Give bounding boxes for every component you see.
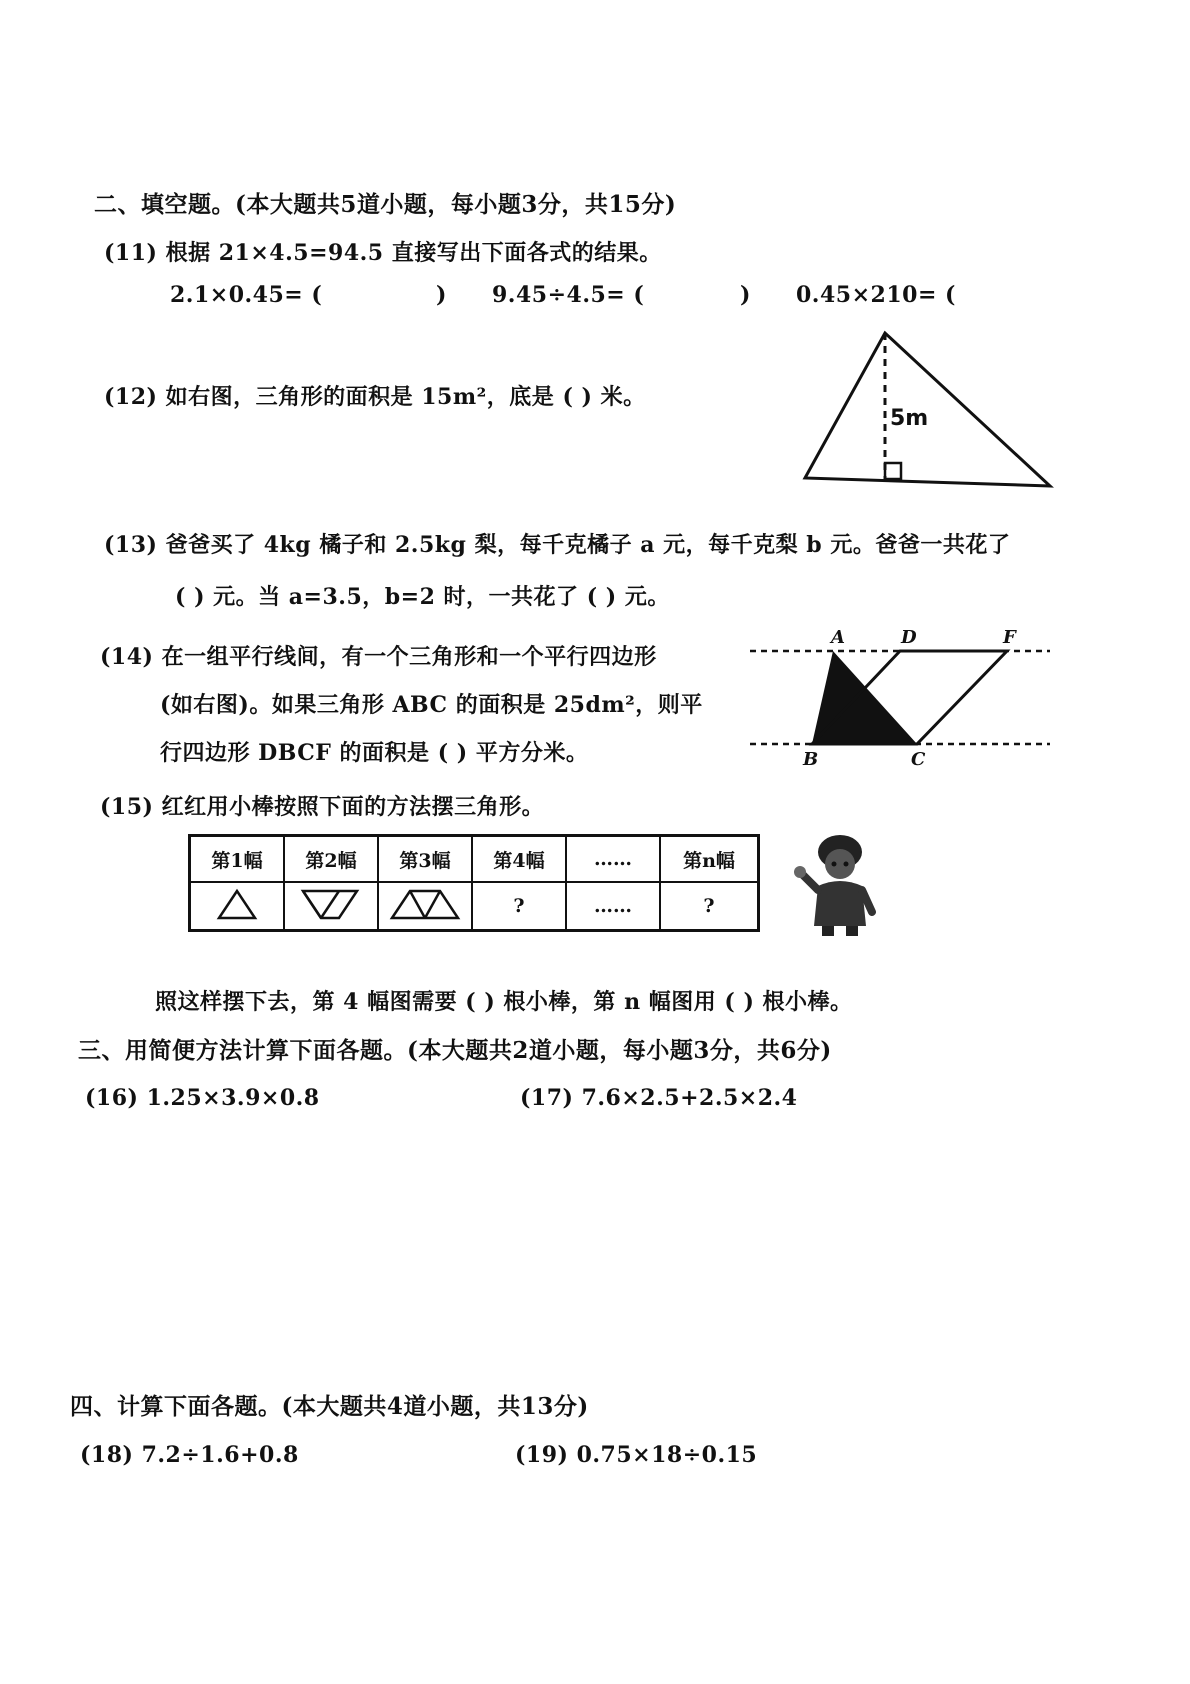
q18-expression: (18) 7.2÷1.6+0.8 <box>80 1442 299 1468</box>
table-header: …… <box>566 836 660 883</box>
q14-line-3: 行四边形 DBCF 的面积是 ( ) 平方分米。 <box>160 740 589 766</box>
table-header: 第2幅 <box>284 836 378 883</box>
table-header: 第4幅 <box>472 836 566 883</box>
table-header: 第n幅 <box>660 836 759 883</box>
pattern-1-cell <box>190 882 285 931</box>
label-c: C <box>911 749 926 770</box>
label-d: D <box>901 627 917 648</box>
table-header: 第1幅 <box>190 836 285 883</box>
section-2-heading: 二、填空题。(本大题共5道小题，每小题3分，共15分) <box>94 191 677 218</box>
section-4-heading: 四、计算下面各题。(本大题共4道小题，共13分) <box>70 1393 589 1420</box>
q11-expr-2-close: ) <box>740 282 751 308</box>
q12-height-label: 5m <box>890 406 929 431</box>
q19-expression: (19) 0.75×18÷0.15 <box>515 1442 758 1468</box>
pattern-3-cell <box>378 882 472 931</box>
q13-line-1: (13) 爸爸买了 4kg 橘子和 2.5kg 梨，每千克橘子 a 元，每千克梨 b 元。爸爸一共花了 <box>104 532 1011 558</box>
table-header: 第3幅 <box>378 836 472 883</box>
q11-expr-1: 2.1×0.45= ( <box>170 282 323 308</box>
child-illustration <box>792 830 884 938</box>
table-cell: …… <box>566 882 660 931</box>
table-cell: ? <box>660 882 759 931</box>
q12-triangle-figure <box>800 325 1060 495</box>
q13-line-2: ( ) 元。当 a=3.5，b=2 时，一共花了 ( ) 元。 <box>175 584 670 610</box>
pattern-2-cell <box>284 882 378 931</box>
q14-line-1: (14) 在一组平行线间，有一个三角形和一个平行四边形 <box>100 644 657 670</box>
q11-expr-2: 9.45÷4.5= ( <box>492 282 645 308</box>
q11-expr-3: 0.45×210= ( <box>796 282 956 308</box>
table-cell: ? <box>472 882 566 931</box>
q17-expression: (17) 7.6×2.5+2.5×2.4 <box>520 1085 798 1111</box>
q16-expression: (16) 1.25×3.9×0.8 <box>85 1085 320 1111</box>
q15-sticks-table <box>188 834 760 932</box>
q15-conclusion: 照这样摆下去，第 4 幅图需要 ( ) 根小棒，第 n 幅图用 ( ) 根小棒。 <box>155 989 853 1015</box>
q12-text: (12) 如右图，三角形的面积是 15m²，底是 ( ) 米。 <box>104 384 646 410</box>
two-triangle-pattern <box>299 887 363 921</box>
label-f: F <box>1003 627 1016 648</box>
q15-stem: (15) 红红用小棒按照下面的方法摆三角形。 <box>100 794 545 820</box>
q11-expr-1-close: ) <box>436 282 447 308</box>
section-3-heading: 三、用简便方法计算下面各题。(本大题共2道小题，每小题3分，共6分) <box>78 1037 832 1064</box>
one-triangle-pattern <box>215 887 259 921</box>
q14-parallel-figure <box>745 625 1055 770</box>
label-a: A <box>831 627 845 648</box>
three-triangle-pattern <box>388 887 462 921</box>
q11-stem: (11) 根据 21×4.5=94.5 直接写出下面各式的结果。 <box>104 240 662 266</box>
q14-line-2: (如右图)。如果三角形 ABC 的面积是 25dm²，则平 <box>160 692 703 718</box>
label-b: B <box>803 749 819 770</box>
